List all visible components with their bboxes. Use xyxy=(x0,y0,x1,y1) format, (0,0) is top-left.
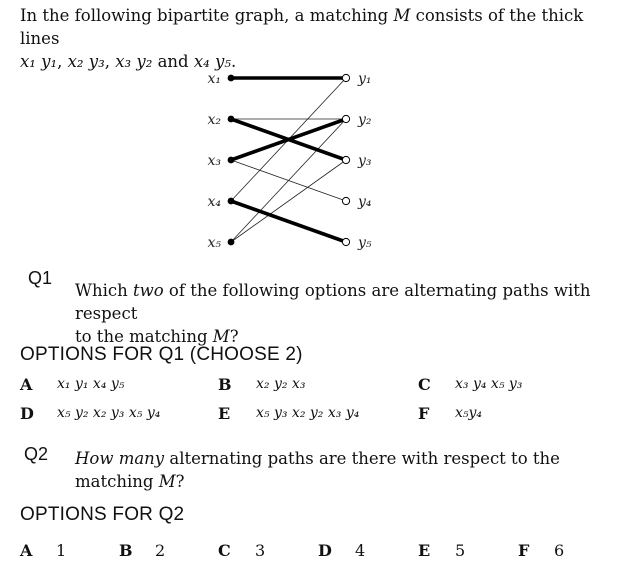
right-vertex-label: y₅ xyxy=(358,235,372,251)
right-vertex-label: y₂ xyxy=(358,112,372,128)
q2-option-a[interactable] xyxy=(20,541,67,561)
q2-text-part: alternating paths are there with respect to the xyxy=(164,449,560,468)
q1-option-b[interactable] xyxy=(218,375,306,395)
left-vertex-2 xyxy=(228,116,235,123)
intro-line-1 xyxy=(20,4,620,50)
left-vertex-5 xyxy=(228,239,235,246)
option-letter: D xyxy=(318,541,332,560)
matching-edge-label: x₄ y₅ xyxy=(193,52,231,71)
option-letter: D xyxy=(20,404,34,423)
separator: . xyxy=(230,52,237,71)
matching-edge-label: x₃ y₂ xyxy=(115,52,153,71)
option-letter: B xyxy=(218,375,232,394)
q2-option-e[interactable] xyxy=(418,541,466,561)
matching-edge-label: x₁ y₁ xyxy=(20,52,58,71)
intro-text-part: In the following bipartite graph, a matching xyxy=(20,6,394,25)
separator: and xyxy=(152,52,194,71)
option-letter: E xyxy=(218,404,231,423)
right-vertex-label: y₃ xyxy=(358,153,372,169)
option-value: 2 xyxy=(155,541,166,560)
intro-text-part: consists of the thick lines xyxy=(20,6,584,48)
q2-line-1 xyxy=(75,447,623,470)
option-value: x₅ y₃ x₂ y₂ x₃ y₄ xyxy=(256,405,360,421)
q2-tag: Q2 xyxy=(24,444,49,464)
option-value: x₅ y₂ x₂ y₃ x₅ y₄ xyxy=(57,405,161,421)
left-vertex-4 xyxy=(228,198,235,205)
right-vertex-1 xyxy=(342,74,349,81)
q1-text-part: ? xyxy=(229,327,239,346)
option-value: 6 xyxy=(554,541,565,560)
option-letter: B xyxy=(119,541,133,560)
q2-text-part: ? xyxy=(175,472,185,491)
q1-tag: Q1 xyxy=(28,268,53,288)
right-vertex-label: y₄ xyxy=(358,194,372,210)
q2-text-part: matching xyxy=(75,472,159,491)
right-vertex-3 xyxy=(342,156,349,163)
right-vertex-4 xyxy=(342,197,349,204)
option-value: x₁ y₁ x₄ y₅ xyxy=(57,376,125,392)
left-vertex-label: x₃ xyxy=(207,153,221,169)
option-value: 4 xyxy=(355,541,366,560)
option-letter: F xyxy=(418,404,430,423)
right-vertex-label: y₁ xyxy=(358,71,372,87)
option-value: x₅y₄ xyxy=(455,405,483,421)
q1-emphasis: two xyxy=(132,281,164,300)
q1-text-part: of the following options are alternating paths with respect xyxy=(75,281,591,323)
q2-emphasis: How many xyxy=(75,449,165,468)
option-letter: E xyxy=(418,541,431,560)
option-letter: F xyxy=(518,541,530,560)
option-value: 5 xyxy=(455,541,466,560)
option-letter: A xyxy=(20,541,33,560)
thin-edge-x5-y2 xyxy=(231,119,346,242)
option-letter: C xyxy=(218,541,231,560)
option-value: x₂ y₂ x₃ xyxy=(256,376,306,392)
q2-question xyxy=(75,447,623,493)
option-letter: A xyxy=(20,375,33,394)
option-value: 3 xyxy=(255,541,266,560)
q2-line-2 xyxy=(75,470,623,493)
q2-option-c[interactable] xyxy=(218,541,266,561)
matching-edge-x4-y5 xyxy=(231,201,346,242)
q1-options-heading: OPTIONS FOR Q1 (CHOOSE 2) xyxy=(20,344,303,365)
q1-option-f[interactable] xyxy=(418,404,483,424)
q2-option-b[interactable] xyxy=(119,541,166,561)
q1-text-part: to the matching xyxy=(75,327,213,346)
right-vertex-5 xyxy=(342,238,349,245)
matching-symbol: M xyxy=(393,6,411,25)
option-value: 1 xyxy=(56,541,67,560)
q2-option-f[interactable] xyxy=(518,541,565,561)
matching-symbol: M xyxy=(212,327,230,346)
q1-option-d[interactable] xyxy=(20,404,161,424)
thin-edge-x5-y3 xyxy=(231,160,346,242)
right-vertex-2 xyxy=(342,115,349,122)
left-vertex-label: x₅ xyxy=(207,235,221,251)
matching-edge-label: x₂ y₃ xyxy=(67,52,105,71)
option-value: x₃ y₄ x₅ y₃ xyxy=(455,376,523,392)
q2-options-heading: OPTIONS FOR Q2 xyxy=(20,504,185,525)
matching-symbol: M xyxy=(158,472,176,491)
separator: , xyxy=(104,52,116,71)
left-vertex-label: x₄ xyxy=(207,194,221,210)
q1-option-a[interactable] xyxy=(20,375,125,395)
q1-question xyxy=(75,279,623,348)
q1-option-e[interactable] xyxy=(218,404,360,424)
bipartite-graph xyxy=(190,62,410,257)
left-vertex-1 xyxy=(228,75,235,82)
q1-text-part: Which xyxy=(75,281,133,300)
left-vertex-label: x₁ xyxy=(207,71,221,87)
left-vertex-3 xyxy=(228,157,235,164)
q1-line-1 xyxy=(75,279,623,325)
separator: , xyxy=(57,52,68,71)
q1-option-c[interactable] xyxy=(418,375,523,395)
q2-option-d[interactable] xyxy=(318,541,366,561)
option-letter: C xyxy=(418,375,431,394)
left-vertex-label: x₂ xyxy=(207,112,221,128)
